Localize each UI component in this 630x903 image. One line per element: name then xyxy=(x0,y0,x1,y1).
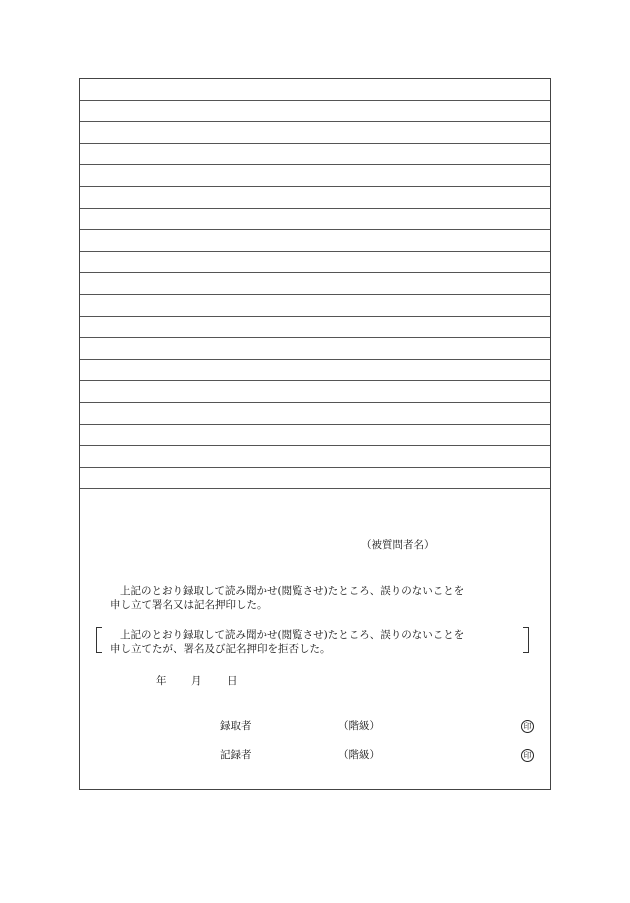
ruled-line xyxy=(80,468,550,490)
ruled-line xyxy=(80,446,550,468)
interrogation-record-form xyxy=(79,78,551,790)
ruled-line xyxy=(80,338,550,360)
recorder-rank-label: （階級） xyxy=(338,720,380,732)
statement-refused-line1: 上記のとおり録取して読み聞かせ(閲覧させ)たところ、誤りのないことを xyxy=(120,629,465,641)
seal-icon: 印 xyxy=(521,749,534,762)
date-year-label: 年 xyxy=(156,675,167,687)
statement-signed-line2: 申し立て署名又は記名押印した。 xyxy=(110,599,268,611)
ruled-line xyxy=(80,425,550,447)
ruled-line xyxy=(80,360,550,382)
clerk-label: 記録者 xyxy=(220,749,252,761)
date-day-label: 日 xyxy=(227,675,238,687)
ruled-line xyxy=(80,122,550,144)
right-bracket xyxy=(523,627,529,653)
clerk-rank-label: （階級） xyxy=(338,749,380,761)
ruled-line xyxy=(80,252,550,274)
ruled-line xyxy=(80,381,550,403)
left-bracket xyxy=(96,627,102,653)
recorder-label: 録取者 xyxy=(220,720,252,732)
ruled-line xyxy=(80,165,550,187)
statement-signed-line1: 上記のとおり録取して読み聞かせ(閲覧させ)たところ、誤りのないことを xyxy=(120,585,465,597)
ruled-line xyxy=(80,230,550,252)
ruled-line xyxy=(80,101,550,123)
seal-icon: 印 xyxy=(521,720,534,733)
ruled-line xyxy=(80,295,550,317)
date-month-label: 月 xyxy=(191,675,202,687)
ruled-line xyxy=(80,273,550,295)
ruled-line xyxy=(80,209,550,231)
ruled-line xyxy=(80,403,550,425)
examinee-name-label: （被質問者名） xyxy=(361,539,435,551)
ruled-line xyxy=(80,144,550,166)
ruled-lines xyxy=(80,79,550,489)
ruled-line xyxy=(80,79,550,101)
statement-refused-line2: 申し立てたが、署名及び記名押印を拒否した。 xyxy=(110,643,331,655)
ruled-line xyxy=(80,187,550,209)
ruled-line xyxy=(80,317,550,339)
